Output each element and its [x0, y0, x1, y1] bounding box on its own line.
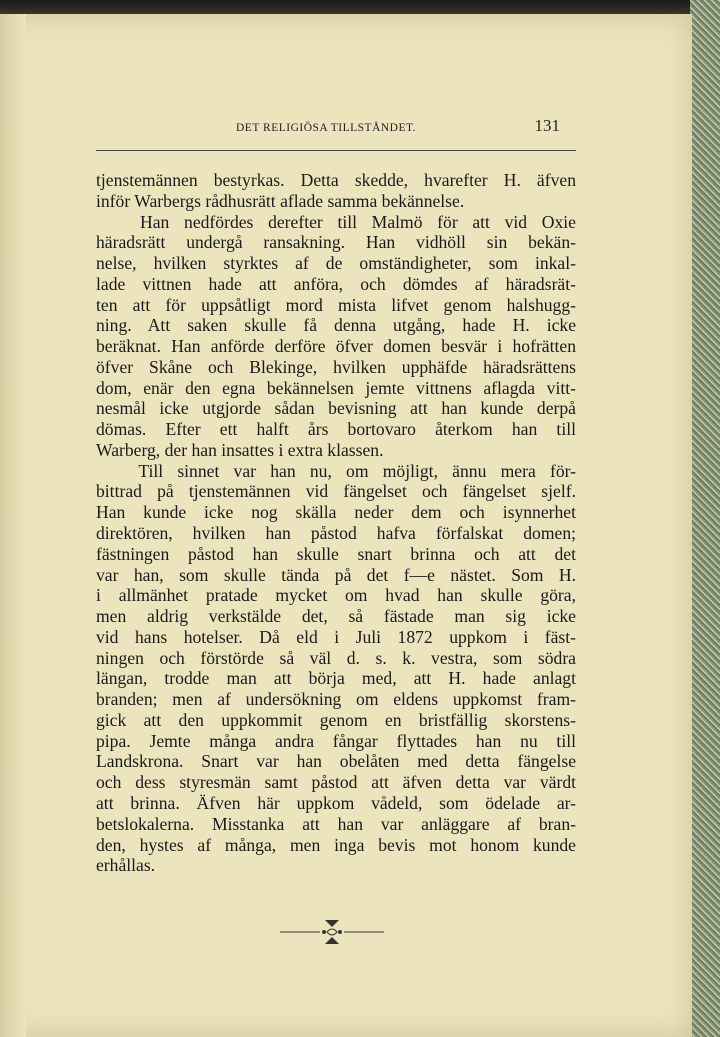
text-line: Warberg, der han insattes i extra klassen. [96, 439, 384, 460]
text-line: häradsrätt undergå ransakning. Han vidhöll sin bekän- [96, 232, 576, 253]
running-title: DET RELIGIÖSA TILLSTÅNDET. [236, 122, 417, 134]
text-line: längan, trodde man att börja med, att H. hade anlagt [96, 668, 576, 689]
body-text [96, 170, 576, 876]
text-line: och dess styresmän samt påstod att äfven detta var värdt [96, 772, 576, 793]
text-line: ningen och förstörde så väl d. s. k. vestra, som södra [96, 647, 576, 668]
page-number: 131 [534, 116, 560, 135]
text-line: gick att den uppkommit genom en bristfällig skorstens- [96, 709, 576, 730]
text-line: ten att för uppsåtligt mord mista lifvet genom halshugg- [96, 294, 576, 315]
text-line: erhållas. [96, 855, 156, 876]
text-line: nesmål icke utgjorde sådan bevisning att han kunde derpå [96, 398, 576, 419]
text-line: nelse, hvilken styrktes af de omständigheter, som inkal- [96, 253, 576, 274]
text-line: den, hystes af många, men inga bevis mot honom kunde [96, 834, 576, 855]
text-line: öfver Skåne och Blekinge, hvilken upphäfde häradsrättens [96, 356, 576, 377]
text-line: fästningen påstod han skulle snart brinna och att det [96, 543, 576, 564]
text-line: tjenstemännen bestyrkas. Detta skedde, hvarefter H. äfven [96, 170, 576, 190]
running-head [236, 116, 572, 136]
page-gutter [0, 14, 26, 1037]
text-line: Till sinnet var han nu, om möjligt, ännu mera för- [96, 460, 576, 481]
text-line: bittrad på tjenstemännen vid fängelset och fängelset sjelf. [96, 481, 576, 502]
text-line: Han kunde icke nog skälla neder dem och isynnerhet [96, 502, 576, 523]
text-line: inför Warbergs rådhusrätt aflade samma bekännelse. [96, 190, 465, 211]
text-line: dom, enär den egna bekännelsen jemte vittnens aflagda vitt- [96, 377, 576, 398]
text-line: att brinna. Äfven här uppkom vådeld, som ödelade ar- [96, 792, 576, 813]
text-line: direktören, hvilken han påstod hafva förfalskat domen; [96, 523, 576, 544]
text-line: Landskrona. Snart var han obelåten med detta fängelse [96, 751, 576, 772]
adjacent-page-edge [690, 0, 720, 1037]
text-line: dömas. Efter ett halft års bortovaro återkom han till [96, 419, 576, 440]
text-line: beräknat. Han anförde derföre öfver domen besvär i hofrätten [96, 336, 576, 357]
text-line: men aldrig verkstälde det, så fästade man sig icke [96, 606, 576, 627]
text-line: lade vittnen hade att anföra, och dömdes af häradsrät- [96, 273, 576, 294]
text-line: betslokalerna. Misstanka att han var anläggare af bran- [96, 813, 576, 834]
text-line: vid hans hotelser. Då eld i Juli 1872 uppkom i fäst- [96, 626, 576, 647]
text-line: var han, som skulle tända på det f—e nästet. Som H. [96, 564, 576, 585]
text-line: i allmänhet pratade mycket om hvad han skulle göra, [96, 585, 576, 606]
text-line: Han nedfördes derefter till Malmö för att vid Oxie [96, 211, 576, 232]
text-line: branden; men af undersökning om eldens uppkomst fram- [96, 689, 576, 710]
text-line: pipa. Jemte många andra fångar flyttades han nu till [96, 730, 576, 751]
header-rule [96, 150, 576, 151]
text-line: ning. Att saken skulle få denna utgång, hade H. icke [96, 315, 576, 336]
section-end-ornament-icon [272, 915, 392, 949]
